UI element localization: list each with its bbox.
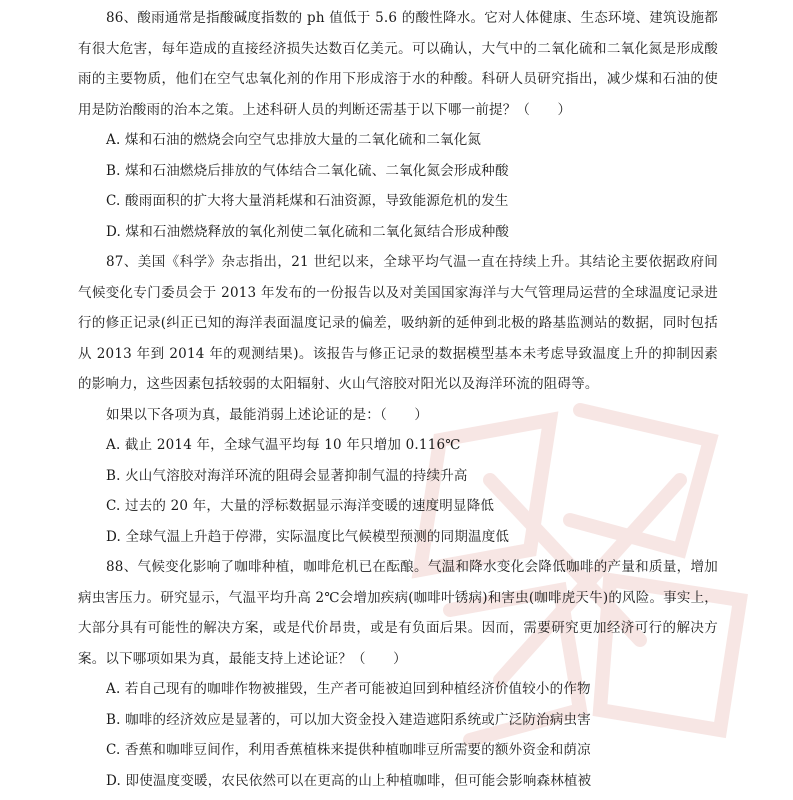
question-88-option-b[interactable]: B. 咖啡的经济效应是显著的，可以加大资金投入建造遮阳系统或广泛防治病虫害 xyxy=(106,711,591,728)
question-list xyxy=(78,3,718,796)
question-87-prompt: 如果以下各项为真，最能消弱上述论证的是：（ ） xyxy=(106,406,429,423)
question-87-option-a[interactable]: A. 截止 2014 年，全球气温平均每 10 年只增加 0.116℃ xyxy=(106,437,461,453)
question-88-option-c[interactable]: C. 香蕉和咖啡豆间作，利用香蕉植株来提供种植咖啡豆所需要的额外资金和荫凉 xyxy=(106,742,591,758)
question-86-option-a[interactable]: A. 煤和石油的燃烧会向空气忠排放大量的二氧化硫和二氧化氮 xyxy=(106,132,482,148)
question-86-option-d[interactable]: D. 煤和石油燃烧释放的氧化剂使二氧化硫和二氧化氮结合形成种酸 xyxy=(106,223,510,240)
question-88-option-d[interactable]: D. 即使温度变暖，农民依然可以在更高的山上种植咖啡，但可能会影响森林植被 xyxy=(106,772,592,789)
question-86-option-b[interactable]: B. 煤和石油燃烧后排放的气体结合二氧化硫、二氧化氮会形成种酸 xyxy=(106,162,509,179)
question-88-option-a[interactable]: A. 若自己现有的咖啡作物被摧毁，生产者可能被迫回到种植经济价值较小的作物 xyxy=(106,681,591,697)
question-86-option-c[interactable]: C. 酸雨面积的扩大将大量消耗煤和石油资源，导致能源危机的发生 xyxy=(106,193,509,209)
question-87-option-b[interactable]: B. 火山气溶胶对海洋环流的阻碍会显著抑制气温的持续升高 xyxy=(106,467,468,484)
question-88-stem: 88、气候变化影响了咖啡种植，咖啡危机已在酝酿。气温和降水变化会降低咖啡的产量和质量，增加病虫害压力。研究显示，气温平均升高 2℃会增加疾病(咖啡叶锈病)和害虫(咖啡虎天牛)的风险。事实上，大部分具有可能性的解决方案，或是代价昂贵，或是有负面后果。因而，需要研究更加经济可行的解决方案。以下哪项如果为真，最能支持上述论证？（ ） xyxy=(78,559,718,667)
question-87-option-c[interactable]: C. 过去的 20 年，大量的浮标数据显示海洋变暖的速度明显降低 xyxy=(106,498,495,514)
question-87-option-d[interactable]: D. 全球气温上升趋于停滞，实际温度比气候模型预测的同期温度低 xyxy=(106,528,510,545)
question-87-stem: 87、美国《科学》杂志指出，21 世纪以来，全球平均气温一直在持续上升。其结论主要依据政府间气候变化专门委员会于 2013 年发布的一份报告以及对美国国家海洋与大气管理局运营的全球温度记录进行的修正记录(纠正已知的海洋表面温度记录的偏差，吸纳新的延伸到北极的路基监测站的数据，同时包括从 2013 年到 2014 年的观测结果)。该报告与修正记录的数据模型基本未考虑导致温度上升的抑制因素的影响力，这些因素包括较弱的太阳辐射、火山气溶胶对阳光以及海洋环流的阻碍等。 xyxy=(78,254,718,392)
question-86-stem: 86、酸雨通常是指酸碱度指数的 ph 值低于 5.6 的酸性降水。它对人体健康、生态环境、建筑设施都有很大危害，每年造成的直接经济损失达数百亿美元。可以确认，大气中的二氧化硫和二氧化氮是形成酸雨的主要物质，他们在空气忠氧化剂的作用下形成溶于水的种酸。科研人员研究指出，减少煤和石油的使用是防治酸雨的治本之策。上述科研人员的判断还需基于以下哪一前提？（ ） xyxy=(78,10,718,118)
